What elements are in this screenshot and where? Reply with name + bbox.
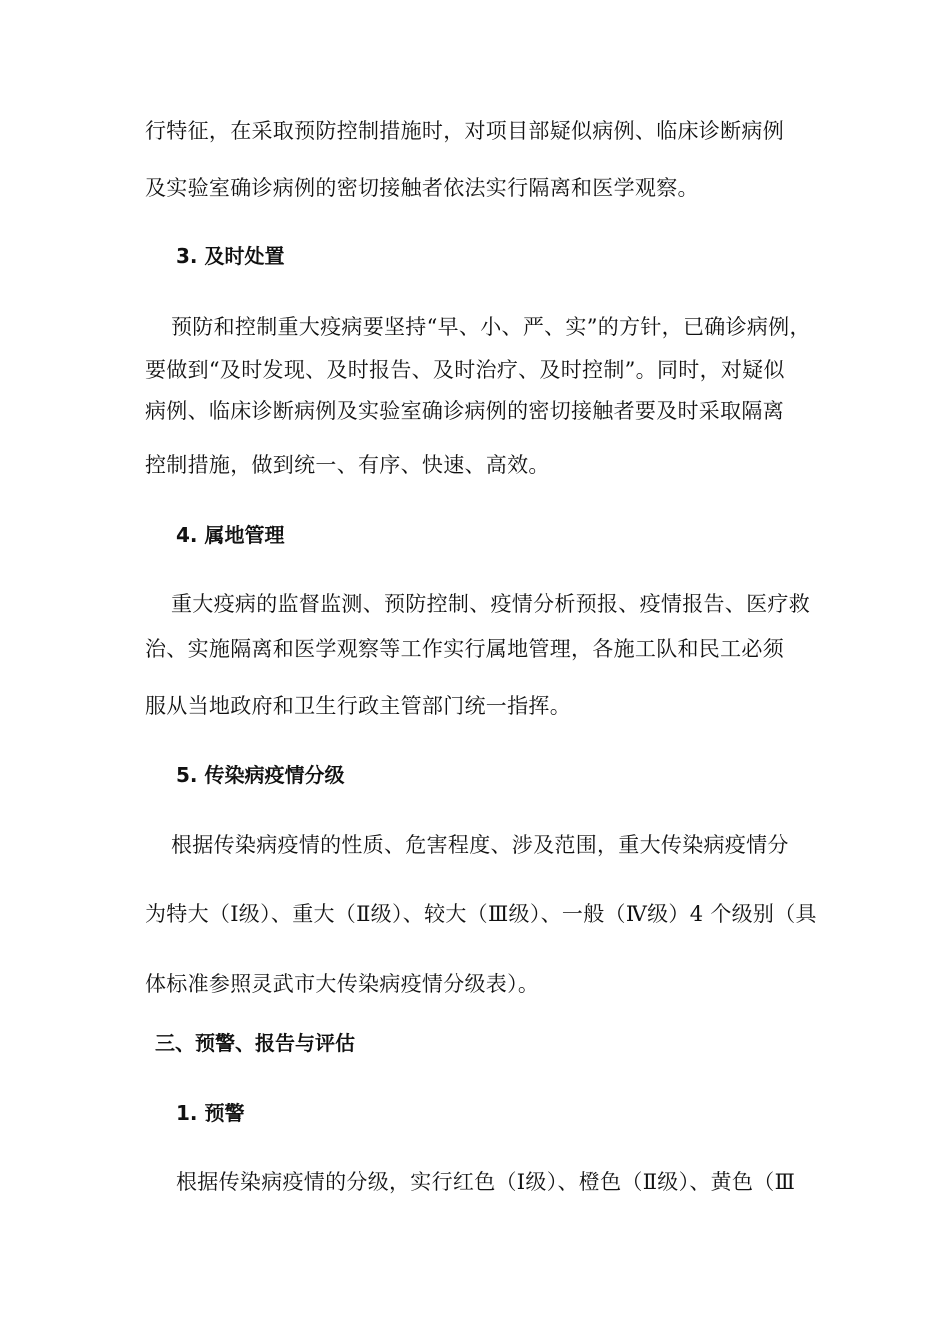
subsection-heading-1: 1. 预警 [176,1101,245,1125]
section-heading-3: 3. 及时处置 [176,244,285,268]
chapter-heading: 三、预警、报告与评估 [155,1031,355,1055]
paragraph-line: 行特征，在采取预防控制措施时，对项目部疑似病例、临床诊断病例 [145,119,784,143]
section-heading-5: 5. 传染病疫情分级 [176,763,345,787]
section-heading-4: 4. 属地管理 [176,523,285,547]
paragraph-line: 根据传染病疫情的分级，实行红色（Ⅰ级）、橙色（Ⅱ级）、黄色（Ⅲ [176,1170,796,1194]
paragraph-line: 服从当地政府和卫生行政主管部门统一指挥。 [145,694,571,718]
paragraph-line: 要做到“及时发现、及时报告、及时治疗、及时控制”。同时，对疑似 [145,358,785,382]
paragraph-line: 病例、临床诊断病例及实验室确诊病例的密切接触者要及时采取隔离 [145,399,784,423]
paragraph-line: 重大疫病的监督监测、预防控制、疫情分析预报、疫情报告、医疗救 [171,592,810,616]
paragraph-line: 治、实施隔离和医学观察等工作实行属地管理，各施工队和民工必须 [145,637,784,661]
paragraph-line: 根据传染病疫情的性质、危害程度、涉及范围，重大传染病疫情分 [171,833,789,857]
paragraph-line: 预防和控制重大疫病要坚持“早、小、严、实”的方针，已确诊病例， [171,315,811,339]
paragraph-line: 体标准参照灵武市大传染病疫情分级表）。 [145,972,540,996]
paragraph-line: 为特大（Ⅰ级）、重大（Ⅱ级）、较大（Ⅲ级）、一般（Ⅳ级）4 个级别（具 [145,902,817,926]
paragraph-line: 及实验室确诊病例的密切接触者依法实行隔离和医学观察。 [145,176,699,200]
paragraph-line: 控制措施，做到统一、有序、快速、高效。 [145,453,550,477]
